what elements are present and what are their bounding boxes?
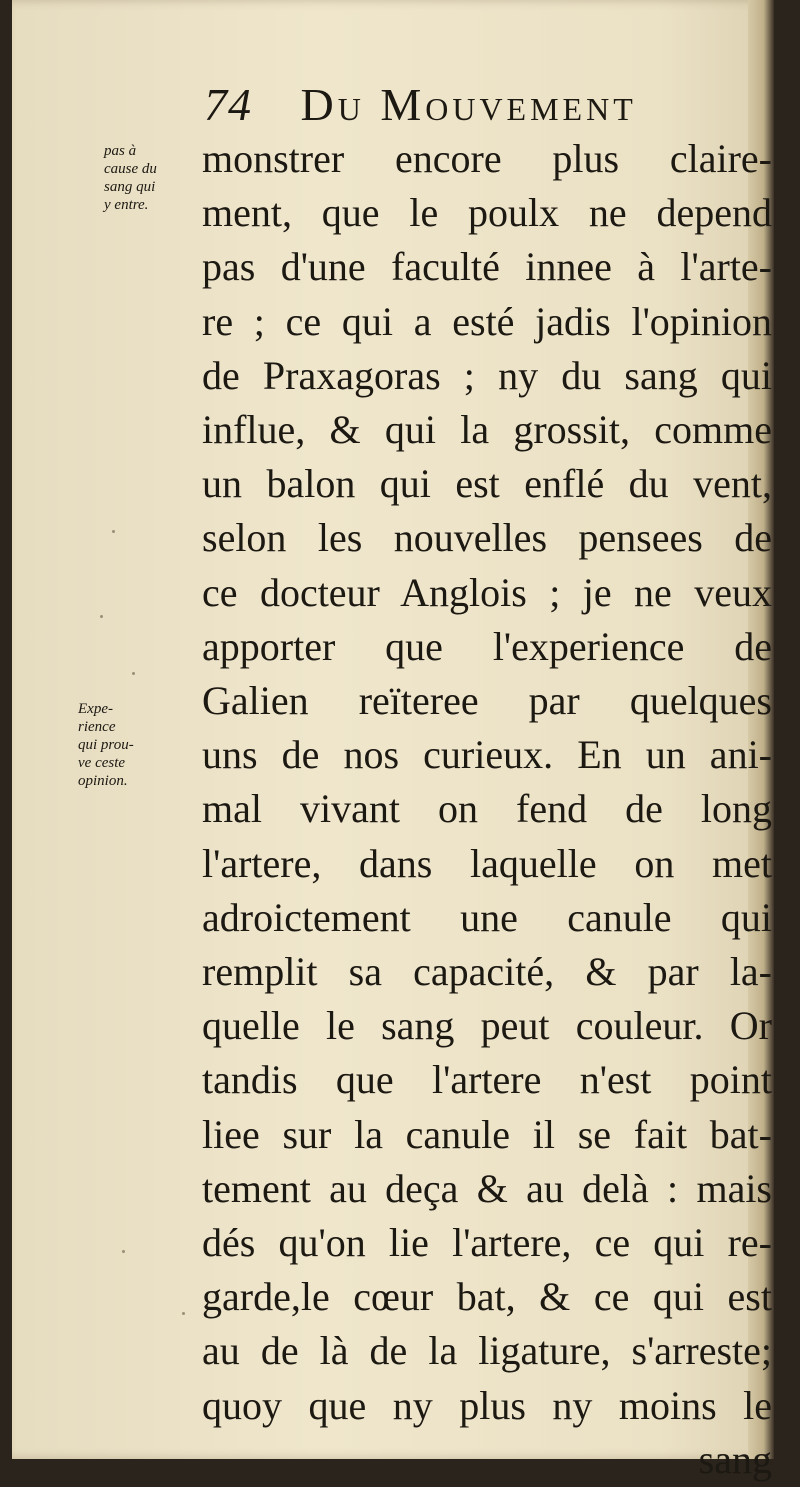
text-line: de Praxagoras ; ny du sang qui: [202, 352, 772, 398]
text-line: tandis que l'artere n'est point: [202, 1057, 772, 1103]
margin-note-line: sang qui: [104, 179, 156, 195]
text-line: influe, & qui la grossit, comme: [202, 407, 772, 453]
text-line: dés qu'on lie l'artere, ce qui re-: [202, 1220, 772, 1266]
paper-speck: [112, 530, 115, 533]
page-number: 74: [204, 79, 252, 130]
text-line: monstrer encore plus claire-: [202, 136, 772, 181]
margin-note-line: Expe-: [78, 701, 113, 717]
catchword: sang: [698, 1436, 772, 1482]
margin-note-line: y entre.: [104, 197, 149, 213]
running-head: [204, 78, 764, 131]
paper-speck: [132, 672, 135, 675]
margin-note-cause: [104, 142, 200, 214]
paper-speck: [100, 615, 103, 618]
margin-note-line: ve ceste: [78, 755, 126, 771]
text-line: ment, que le poulx ne depend: [202, 190, 772, 236]
margin-note-line: opinion.: [78, 773, 128, 789]
text-line: ce docteur Anglois ; je ne veux: [202, 569, 772, 615]
text-line: pas d'une faculté innee à l'arte-: [202, 244, 772, 290]
margin-note-line: rience: [78, 719, 116, 735]
margin-note-experience: [78, 700, 188, 790]
text-line: un balon qui est enflé du vent,: [202, 461, 772, 507]
running-title: Du Mouvement: [300, 79, 637, 130]
margin-note-line: pas à: [104, 143, 137, 159]
text-line: selon les nouvelles pensees de: [202, 515, 772, 561]
text-line: apporter que l'experience de: [202, 623, 772, 669]
text-line: uns de nos curieux. En un ani-: [202, 732, 772, 778]
text-line: au de là de la ligature, s'arreste;: [202, 1328, 772, 1374]
text-line: remplit sa capacité, & par la-: [202, 949, 772, 995]
margin-note-line: qui prou-: [78, 737, 134, 753]
text-line: quelle le sang peut couleur. Or: [202, 1003, 772, 1049]
text-line: garde,le cœur bat, & ce qui est: [202, 1274, 772, 1320]
text-line: re ; ce qui a esté jadis l'opinion: [202, 298, 772, 344]
text-line: quoy que ny plus ny moins le: [202, 1382, 772, 1428]
paper-speck: [122, 1250, 125, 1253]
text-line: mal vivant on fend de long: [202, 786, 772, 832]
paper-speck: [182, 1312, 185, 1315]
text-line: Galien reïteree par quelques: [202, 678, 772, 724]
text-line: tement au deça & au delà : mais: [202, 1165, 772, 1211]
book-page: [12, 0, 774, 1482]
text-line: adroictement une canule qui: [202, 894, 772, 940]
margin-note-line: cause du: [104, 161, 157, 177]
text-line: l'artere, dans laquelle on met: [202, 840, 772, 886]
text-line: liee sur la canule il se fait bat-: [202, 1111, 772, 1157]
body-text: [202, 132, 772, 1487]
